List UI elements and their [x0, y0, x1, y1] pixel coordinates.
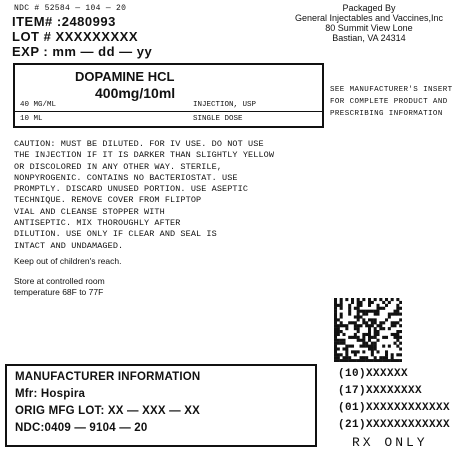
children-warning: Keep out of children's reach.: [14, 256, 122, 266]
caution-line: CAUTION: MUST BE DILUTED. FOR IV USE. DO NOT USE: [14, 139, 264, 149]
item-number: ITEM# :2480993: [12, 14, 116, 29]
packager-city: Bastian, VA 24314: [332, 33, 406, 43]
caution-line: NONPYROGENIC. CONTAINS NO BACTERIOSTAT. USE: [14, 172, 238, 183]
caution-line: TECHNIQUE. REMOVE COVER FROM FLIPTOP: [14, 195, 202, 206]
caution-line: DILUTION. USE ONLY IF CLEAR AND SEAL IS: [14, 229, 217, 240]
packager-street: 80 Summit View Lone: [325, 23, 413, 33]
caution-line: THE INJECTION IF IT IS DARKER THAN SLIGHTLY YELLOW: [14, 150, 275, 161]
caution-line: PROMPTLY. DISCARD UNUSED PORTION. USE ASEPTIC: [14, 184, 249, 195]
code-line: (01)XXXXXXXXXXXX: [338, 402, 451, 414]
manufacturer-ndc: NDC:0409 — 9104 — 20: [15, 422, 148, 434]
manufacturer-box: [5, 364, 317, 447]
caution-line: ANTISEPTIC. MIX THOROUGHLY AFTER: [14, 218, 181, 229]
datamatrix-barcode-icon: [334, 298, 402, 362]
code-line: (10)XXXXXX: [338, 368, 409, 380]
storage-line-2: temperature 68F to 77F: [14, 287, 104, 297]
caution-line: VIAL AND CLEANSE STOPPER WITH: [14, 206, 165, 217]
packager-company: General Injectables and Vaccines,Inc: [295, 13, 443, 23]
ndc-header: NDC # 52584 — 104 — 20: [14, 4, 127, 13]
product-divider: [15, 111, 322, 112]
lot-number: LOT # XXXXXXXXX: [12, 29, 138, 44]
rx-only-label: RX ONLY: [352, 435, 428, 450]
insert-note: [330, 84, 453, 120]
product-dose: 400mg/10ml: [95, 85, 176, 101]
code-line: (17)XXXXXXXX: [338, 385, 423, 397]
insert-line: PRESCRIBING INFORMATION: [330, 110, 443, 118]
manufacturer-heading: MANUFACTURER INFORMATION: [15, 371, 201, 383]
caution-line: INTACT AND UNDAMAGED.: [14, 240, 124, 251]
product-strength: 40 MG/ML: [20, 101, 57, 109]
expiration-date: EXP : mm — dd — yy: [12, 44, 153, 59]
insert-line: SEE MANUFACTURER'S INSERT: [330, 86, 453, 94]
product-name: DOPAMINE HCL: [75, 69, 175, 84]
caution-line: OR DISCOLORED IN ANY OTHER WAY. STERILE,: [14, 161, 223, 172]
packager-heading: Packaged By: [342, 3, 396, 13]
product-dose-type: SINGLE DOSE: [193, 115, 243, 123]
storage-line-1: Store at controlled room: [14, 276, 105, 286]
caution-text: [14, 139, 319, 252]
manufacturer-name: Mfr: Hospira: [15, 388, 86, 400]
insert-line: FOR COMPLETE PRODUCT AND: [330, 98, 448, 106]
product-form: INJECTION, USP: [193, 101, 257, 109]
code-line: (21)XXXXXXXXXXXX: [338, 419, 451, 431]
product-box: [13, 63, 324, 128]
manufacturer-lot: ORIG MFG LOT: XX — XXX — XX: [15, 405, 200, 417]
product-volume: 10 ML: [20, 115, 43, 123]
